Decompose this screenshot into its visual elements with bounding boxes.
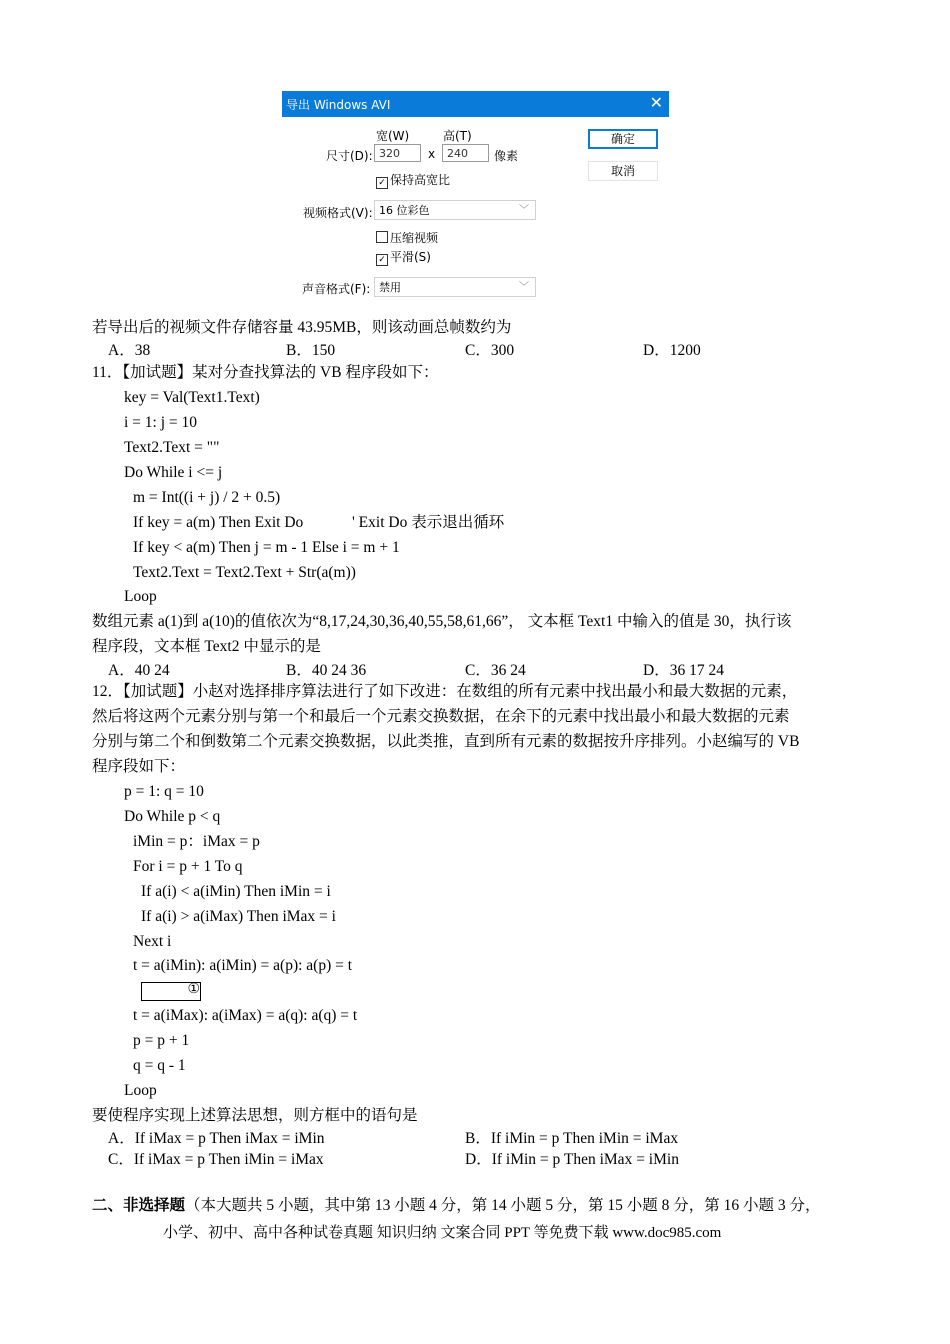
height-input[interactable]: 240 [442, 144, 489, 162]
page-footer: 小学、初中、高中各种试卷真题 知识归纳 文案合同 PPT 等免费下载 www.doc985.com [163, 1225, 722, 1241]
audio-format-value: 禁用 [379, 281, 401, 294]
checkbox-box [376, 231, 388, 243]
q12-code-line: Next i [133, 933, 172, 950]
video-format-label: 视频格式(V): [303, 206, 373, 220]
chevron-down-icon: ﹀ [519, 282, 529, 293]
q12-option-b: B．If iMin = p Then iMin = iMax [465, 1130, 679, 1147]
compress-video-checkbox[interactable] [376, 229, 438, 246]
dialog-title: 导出 Windows AVI [286, 98, 391, 112]
q12-stem: 12．【加试题】小赵对选择排序算法进行了如下改进：在数组的所有元素中找出最小和最大数据的元素， [92, 683, 798, 700]
smooth-label: 平滑(S) [390, 250, 431, 264]
keep-ratio-label: 保持高宽比 [390, 173, 451, 187]
pixel-unit-label: 像素 [494, 149, 519, 163]
q10-stem: 若导出后的视频文件存储容量 43.95MB，则该动画总帧数约为 [92, 319, 512, 336]
check-icon: ✓ [376, 254, 388, 266]
q11-code-line: Text2.Text = Text2.Text + Str(a(m)) [133, 564, 356, 581]
q11-code-line: If key < a(m) Then j = m - 1 Else i = m + 1 [133, 539, 400, 556]
q11-option-c: C．36 24 [465, 662, 526, 679]
q11-code-line: key = Val(Text1.Text) [124, 389, 260, 406]
q12-code-line: If a(i) > a(iMax) Then iMax = i [141, 908, 336, 925]
q11-code-line: Text2.Text = "" [124, 439, 220, 456]
video-format-value: 16 位彩色 [379, 204, 430, 217]
q12-code-line: q = q - 1 [133, 1057, 186, 1074]
q11-option-d: D．36 17 24 [643, 662, 724, 679]
q11-stem: 11．【加试题】某对分查找算法的 VB 程序段如下： [92, 364, 439, 381]
q11-code-line: i = 1: j = 10 [124, 414, 198, 431]
q10-option-c: C．300 [465, 342, 515, 359]
q10-option-d: D．1200 [643, 342, 701, 359]
export-avi-dialog [282, 91, 669, 301]
audio-format-select[interactable] [374, 277, 536, 297]
q11-code-line: m = Int((i + j) / 2 + 0.5) [133, 489, 281, 506]
q12-stem: 分别与第二个和倒数第二个元素交换数据，以此类推，直到所有元素的数据按升序排列。小赵编写的 VB [92, 733, 800, 750]
compress-video-label: 压缩视频 [390, 231, 439, 245]
q11-option-b: B．40 24 36 [286, 662, 367, 679]
q11-desc: 程序段，文本框 Text2 中显示的是 [92, 638, 321, 655]
q11-option-a: A．40 24 [108, 662, 170, 679]
q12-code-line: p = 1: q = 10 [124, 783, 204, 800]
q12-code-line: Loop [124, 1082, 157, 1099]
q10-option-a: A．38 [108, 342, 151, 359]
width-input[interactable]: 320 [374, 144, 421, 162]
q12-option-d: D．If iMin = p Then iMax = iMin [465, 1151, 679, 1168]
height-label: 高(T) [443, 129, 472, 143]
q11-code-line: If key = a(m) Then Exit Do [133, 514, 304, 531]
q11-desc: 数组元素 a(1)到 a(10)的值依次为“8,17,24,30,36,40,55,58,61,66”， 文本框 Text1 中输入的值是 30，执行该 [92, 613, 792, 630]
q12-code-line: Do While p < q [124, 808, 221, 825]
q12-stem: 程序段如下： [92, 758, 186, 775]
q11-code-comment: ' Exit Do 表示退出循环 [352, 514, 505, 531]
size-label: 尺寸(D): [326, 149, 373, 163]
q12-stem: 然后将这两个元素分别与第一个和最后一个元素交换数据，在余下的元素中找出最小和最大数据的元素 [92, 708, 790, 725]
q10-option-b: B．150 [286, 342, 336, 359]
keep-ratio-checkbox[interactable] [376, 171, 450, 189]
cancel-button[interactable]: 取消 [588, 161, 658, 181]
q11-code-line: Do While i <= j [124, 464, 223, 481]
answer-blank-box [141, 982, 201, 1001]
close-icon[interactable]: ✕ [649, 93, 663, 112]
chevron-down-icon: ﹀ [519, 205, 529, 216]
blank-marker: ① [187, 982, 200, 997]
q12-question: 要使程序实现上述算法思想，则方框中的语句是 [92, 1107, 418, 1124]
section2-heading [92, 1196, 821, 1216]
q12-code-line: t = a(iMax): a(iMax) = a(q): a(q) = t [133, 1007, 358, 1024]
q12-code-line: For i = p + 1 To q [133, 858, 243, 875]
q12-code-line: p = p + 1 [133, 1032, 190, 1049]
video-format-select[interactable] [374, 200, 536, 220]
q12-option-a: A．If iMax = p Then iMax = iMin [108, 1130, 325, 1147]
ok-button[interactable]: 确定 [588, 129, 658, 149]
dialog-title-bar [282, 91, 669, 117]
check-icon: ✓ [376, 177, 388, 189]
smooth-checkbox[interactable] [376, 248, 431, 266]
width-label: 宽(W) [376, 129, 410, 143]
q12-code-line: If a(i) < a(iMin) Then iMin = i [141, 883, 331, 900]
section2-desc: （本大题共 5 小题，其中第 13 小题 4 分，第 14 小题 5 分，第 15 小题 8 分，第 16 小题 3 分， [185, 1197, 821, 1214]
times-sign: x [428, 147, 436, 161]
audio-format-label: 声音格式(F): [302, 282, 371, 296]
q11-code-line: Loop [124, 588, 157, 605]
q12-option-c: C．If iMax = p Then iMin = iMax [108, 1151, 324, 1168]
section2-title: 二、非选择题 [92, 1197, 186, 1214]
q12-code-line: iMin = p：iMax = p [133, 833, 260, 850]
q12-code-line: t = a(iMin): a(iMin) = a(p): a(p) = t [133, 957, 353, 974]
